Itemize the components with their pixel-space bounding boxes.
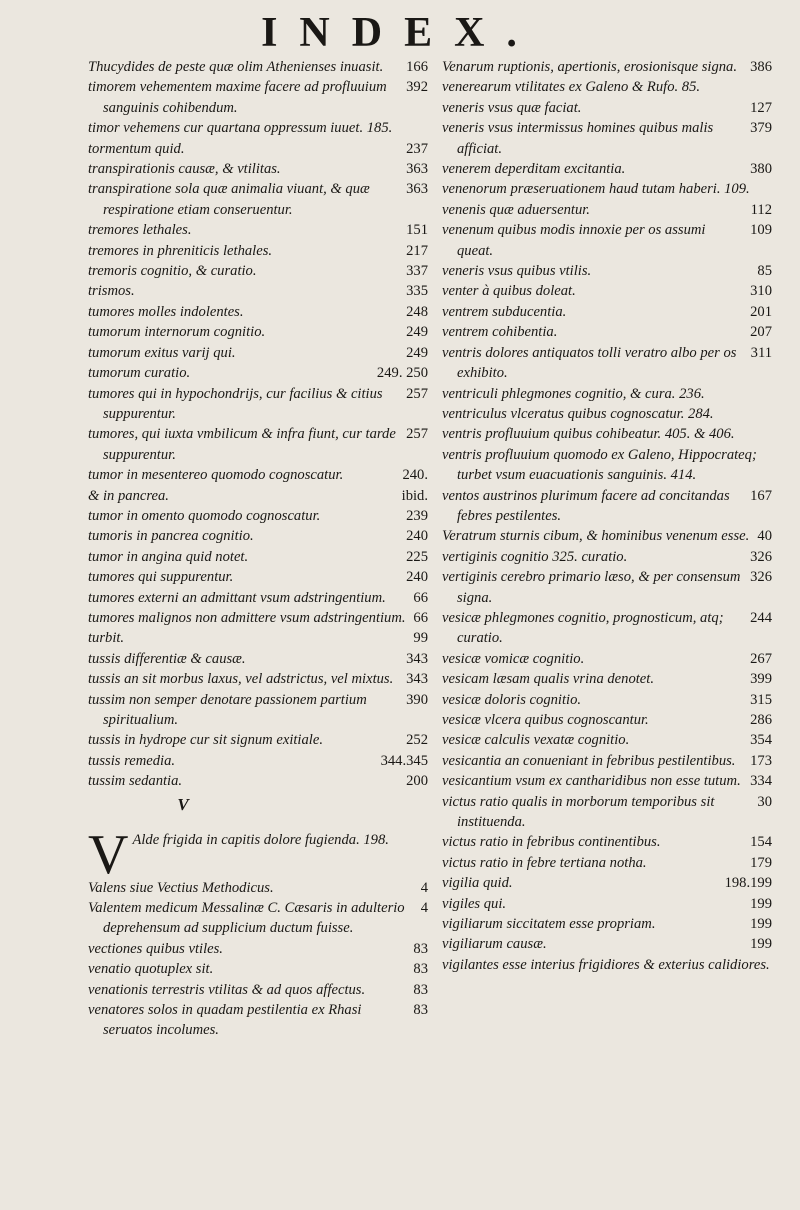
entry-text: tumorum internorum cognitio.	[88, 324, 266, 341]
entry-text: ventrem subducentia.	[442, 303, 567, 320]
entry-text: vesicæ doloris cognitio.	[442, 691, 582, 708]
right-column	[442, 57, 772, 975]
entry-text: tussis in hydrope cur sit signum exitiale.	[88, 732, 323, 749]
page-number: 127	[750, 99, 772, 116]
index-entry	[88, 608, 428, 628]
page-number: 244	[750, 609, 772, 626]
page-number: 335	[406, 283, 428, 300]
page-number: 399	[750, 671, 772, 688]
entry-text: ventrem cohibentia.	[442, 324, 558, 341]
index-entry	[442, 934, 772, 954]
index-entry	[442, 179, 772, 199]
entry-text: venenum quibus modis innoxie per os assumi queat.	[442, 222, 706, 259]
entry-text: veneris vsus intermissus homines quibus malis afficiat.	[442, 120, 714, 157]
entry-text: venatores solos in quadam pestilentia ex Rhasi seruatos incolumes.	[88, 1002, 362, 1039]
index-entry	[442, 751, 772, 771]
entry-text: venatio quotuplex sit.	[88, 961, 214, 978]
index-entry	[88, 384, 428, 425]
entry-text: transpirationis causæ, & vtilitas.	[88, 161, 281, 178]
entry-text: venter à quibus doleat.	[442, 283, 576, 300]
page-number: 252	[406, 732, 428, 749]
entry-text: vigilia quid.	[442, 875, 513, 892]
entry-text: ventris profluuium quomodo ex Galeno, Hippocrateq; turbet vsum euacuationis sanguinis. 414.	[442, 446, 757, 484]
entry-text: timorem vehementem maxime facere ad profluuium sanguinis cohibendum.	[88, 79, 387, 116]
index-entry	[88, 343, 428, 363]
index-entry	[442, 914, 772, 934]
index-entry	[442, 547, 772, 567]
entry-text: tumorum exitus varij qui.	[88, 344, 236, 361]
page-number: 311	[750, 344, 772, 361]
left-entries	[88, 57, 428, 792]
page-number: 334	[750, 773, 772, 790]
entry-text: tussis remedia.	[88, 752, 176, 769]
entry-text: vigiliarum siccitatem esse propriam.	[442, 916, 656, 933]
entry-text: tumores qui in hypochondrijs, cur facilius & citius suppurentur.	[88, 385, 383, 422]
right-entries	[442, 57, 772, 975]
entry-text: victus ratio in febre tertiana notha.	[442, 854, 647, 871]
index-entry	[88, 628, 428, 648]
entry-text: vesicæ phlegmones cognitio, prognosticum, atq; curatio.	[442, 609, 724, 647]
entry-text: vigiles qui.	[442, 895, 507, 912]
page-number: 167	[750, 487, 772, 504]
index-entry	[442, 343, 772, 384]
page-number: 380	[750, 161, 772, 178]
entry-text: Valentem medicum Messalinæ C. Cæsaris in adulterio deprehensum ad supplicium ductum fuisse.	[88, 900, 405, 937]
entry-text: vesicæ vlcera quibus cognoscantur.	[442, 712, 649, 728]
page-number: 343	[406, 650, 428, 667]
entry-text: Thucydides de peste quæ olim Athenienses inuasit.	[88, 59, 384, 75]
index-entry	[442, 200, 772, 220]
index-entry	[442, 77, 772, 97]
page-number: 343	[406, 671, 428, 688]
index-entry	[442, 649, 772, 669]
page-number: 40	[757, 528, 772, 545]
page-number: 225	[406, 548, 428, 565]
page-number: 166	[406, 59, 428, 75]
page-number: 199	[750, 936, 772, 953]
index-entry	[442, 424, 772, 444]
entry-text: tussis differentiæ & causæ.	[88, 650, 246, 667]
index-entry	[442, 690, 772, 710]
entry-text: ventris profluuium quibus cohibeatur. 405. & 406.	[442, 426, 735, 443]
index-entry	[88, 486, 428, 506]
page-number: 198.199	[724, 875, 772, 892]
entry-text: vesicam læsam qualis vrina denotet.	[442, 671, 654, 688]
index-entry	[88, 959, 428, 979]
entry-text: tumores malignos non admittere vsum adstringentium.	[88, 609, 406, 626]
index-entry	[88, 980, 428, 1000]
entry-text: vigilantes esse interius frigidiores & exterius calidiores.	[442, 956, 770, 973]
index-entry	[88, 506, 428, 526]
index-entry	[88, 465, 428, 485]
index-entry	[88, 588, 428, 608]
index-entry	[442, 445, 772, 486]
index-entry	[88, 220, 428, 240]
entry-text: vesicantium vsum ex cantharidibus non esse tutum.	[442, 773, 741, 790]
index-entry	[88, 649, 428, 669]
index-entry	[442, 220, 772, 261]
entry-text: veneris vsus quæ faciat.	[442, 99, 582, 116]
page-number: 344.345	[380, 752, 428, 769]
page-number: 66	[413, 589, 428, 606]
index-entry	[442, 669, 772, 689]
page-number: 379	[750, 120, 772, 137]
entry-text: Valens siue Vectius Methodicus.	[88, 879, 274, 896]
index-entry	[442, 322, 772, 342]
entry-text: timor vehemens cur quartana oppressum iuuet. 185.	[88, 120, 393, 137]
index-entry	[442, 404, 772, 424]
entry-text: transpiratione sola quæ animalia viuant, & quæ respiratione etiam conseruentur.	[88, 181, 370, 218]
index-entry	[88, 424, 428, 465]
index-entry	[442, 118, 772, 159]
index-entry	[88, 547, 428, 567]
page-number: 207	[750, 324, 772, 341]
index-entry	[88, 261, 428, 281]
entry-text: ventriculus vlceratus quibus cognoscatur. 284.	[442, 405, 714, 422]
page-number: 151	[406, 222, 428, 239]
entry-text: vesicæ calculis vexatæ cognitio.	[442, 732, 630, 749]
page-number: 315	[750, 691, 772, 708]
page-number: 310	[750, 283, 772, 300]
entry-text: victus ratio in febribus continentibus.	[442, 834, 661, 851]
index-entry	[442, 98, 772, 118]
page-number: 154	[750, 834, 772, 851]
index-entry	[88, 730, 428, 750]
v-first-entry	[88, 823, 428, 886]
entry-text: tussim non semper denotare passionem partium spiritualium.	[88, 691, 367, 728]
page-number: 4	[420, 900, 428, 917]
entry-text: vesicantia an conueniant in febribus pestilentibus.	[442, 752, 736, 769]
entry-text: veneris vsus quibus vtilis.	[442, 263, 592, 280]
entry-text: venerearum vtilitates ex Galeno & Rufo. 85.	[442, 79, 701, 96]
entry-text: ventriculi phlegmones cognitio, & cura. 236.	[442, 385, 705, 402]
entry-text: ventos austrinos plurimum facere ad concitandas febres pestilentes.	[442, 487, 730, 524]
entry-text: Veratrum sturnis cibum, & hominibus venenum esse.	[442, 528, 750, 545]
entry-text: tumor in omento quomodo cognoscatur.	[88, 507, 321, 524]
page-number: 201	[750, 303, 772, 320]
index-entry	[442, 894, 772, 914]
page-number: 85	[757, 263, 772, 280]
page-number: 337	[406, 263, 428, 280]
entry-text: trismos.	[88, 283, 135, 300]
index-entry	[442, 57, 772, 77]
entry-text: venerem deperditam excitantia.	[442, 161, 626, 178]
page-number: 30	[757, 793, 772, 810]
page-number: 83	[413, 940, 428, 957]
entry-text: tumor in angina quid notet.	[88, 548, 249, 565]
entry-text: tremores lethales.	[88, 222, 192, 239]
entry-text: venationis terrestris vtilitas & ad quos affectus.	[88, 981, 366, 998]
index-entry	[442, 486, 772, 527]
entry-text: tremores in phreniticis lethales.	[88, 242, 273, 259]
entry-text: tumor in mesentereo quomodo cognoscatur.	[88, 467, 344, 484]
index-entry	[88, 526, 428, 546]
index-entry	[442, 567, 772, 608]
page-number: 83	[413, 961, 428, 978]
page-number: 249. 250	[376, 365, 428, 382]
entry-text: vectiones quibus vtiles.	[88, 940, 223, 957]
page-number: 257	[406, 426, 428, 443]
index-entry	[88, 1000, 428, 1041]
index-entry	[88, 939, 428, 959]
index-entry	[442, 302, 772, 322]
entry-text: tremoris cognitio, & curatio.	[88, 263, 257, 280]
page-number: 109	[750, 222, 772, 239]
index-entry	[88, 878, 428, 898]
index-entry	[442, 159, 772, 179]
index-entry	[88, 77, 428, 118]
index-entry	[88, 363, 428, 383]
index-entry	[88, 690, 428, 731]
page-number: 363	[406, 161, 428, 178]
page-title: INDEX.	[261, 10, 539, 56]
entry-text: Alde frigida in capitis dolore fugienda. 198.	[132, 831, 389, 848]
page-number: 390	[406, 691, 428, 708]
entry-text: tumorum curatio.	[88, 365, 191, 382]
index-entry	[88, 139, 428, 159]
index-entry	[88, 118, 428, 138]
entry-text: turbit.	[88, 630, 125, 647]
page-number: 4	[420, 879, 428, 896]
page-number: 112	[750, 201, 772, 218]
entry-text: vertiginis cerebro primario læso, & per consensum signa.	[442, 569, 741, 606]
entry-text: tumoris in pancrea cognitio.	[88, 528, 254, 545]
entry-text: tormentum quid.	[88, 140, 185, 157]
index-entry	[442, 281, 772, 301]
index-entry	[442, 384, 772, 404]
page-number: 66	[413, 609, 428, 626]
page-number: 257	[406, 385, 428, 402]
index-entry	[442, 710, 772, 730]
page-number: 392	[406, 79, 428, 96]
page-number: 83	[413, 981, 428, 998]
entry-text: venenis quæ aduersentur.	[442, 201, 590, 218]
page-number: 248	[406, 303, 428, 320]
section-letter-v: V	[177, 794, 189, 814]
page-number: 99	[413, 630, 428, 647]
entry-text: ventris dolores antiquatos tolli veratro albo per os exhibito.	[442, 344, 737, 382]
page-number: 326	[750, 548, 772, 565]
entry-text: vigiliarum causæ.	[442, 936, 547, 953]
page-number: 179	[750, 854, 772, 871]
page-number: 240	[406, 569, 428, 586]
index-entry	[88, 159, 428, 179]
page-number: 199	[750, 895, 772, 912]
page-number: 240.	[402, 467, 428, 484]
page-number: ibid.	[401, 487, 428, 504]
index-entry	[88, 567, 428, 587]
page-number: 83	[413, 1002, 428, 1019]
entry-text: venenorum præseruationem haud tutam haberi. 109.	[442, 181, 750, 198]
page-number: 237	[406, 140, 428, 157]
entry-text: & in pancrea.	[88, 487, 169, 504]
index-entry	[88, 281, 428, 301]
index-entry	[442, 955, 772, 975]
index-entry	[88, 898, 428, 939]
v-entries	[88, 878, 428, 1041]
entry-text: tumores externi an admittant vsum adstringentium.	[88, 589, 386, 606]
index-entry	[442, 873, 772, 893]
page-number: 386	[750, 59, 772, 75]
entry-text: tussim sedantia.	[88, 773, 183, 790]
page-number: 286	[750, 712, 772, 728]
dropcap-letter: V	[88, 823, 129, 886]
page-number: 239	[406, 507, 428, 524]
entry-text: tumores, qui iuxta vmbilicum & infra fiunt, cur tarde suppurentur.	[88, 426, 396, 463]
page-number: 200	[406, 773, 428, 790]
page-number: 173	[750, 752, 772, 769]
page-number: 326	[750, 569, 772, 586]
page-number: 354	[750, 732, 772, 749]
index-entry	[442, 771, 772, 791]
index-entry	[442, 853, 772, 873]
index-entry	[442, 608, 772, 649]
page-number: 249	[406, 324, 428, 341]
entry-text: tussis an sit morbus laxus, vel adstrictus, vel mixtus.	[88, 671, 394, 688]
index-entry	[88, 241, 428, 261]
page-number: 363	[406, 181, 428, 198]
index-entry	[88, 302, 428, 322]
entry-text: vesicæ vomicæ cognitio.	[442, 650, 585, 667]
entry-text: vertiginis cognitio 325. curatio.	[442, 548, 628, 565]
index-entry	[88, 322, 428, 342]
index-entry	[88, 771, 428, 791]
page-number: 199	[750, 916, 772, 933]
entry-text: Venarum ruptionis, apertionis, erosionisque signa.	[442, 59, 737, 75]
index-entry	[442, 792, 772, 833]
entry-text: victus ratio qualis in morborum temporibus sit instituenda.	[442, 793, 715, 831]
index-entry	[88, 57, 428, 77]
index-entry	[88, 669, 428, 689]
entry-text: tumores molles indolentes.	[88, 303, 244, 320]
left-column	[88, 57, 428, 1041]
index-entry	[88, 179, 428, 220]
index-entry	[442, 261, 772, 281]
page-number: 240	[406, 528, 428, 545]
page-number: 249	[406, 344, 428, 361]
index-entry	[442, 526, 772, 546]
index-entry	[442, 730, 772, 750]
page-number: 217	[406, 242, 428, 259]
entry-text: tumores qui suppurentur.	[88, 569, 234, 586]
index-entry	[88, 751, 428, 771]
index-entry	[442, 832, 772, 852]
page-number: 267	[750, 650, 772, 667]
